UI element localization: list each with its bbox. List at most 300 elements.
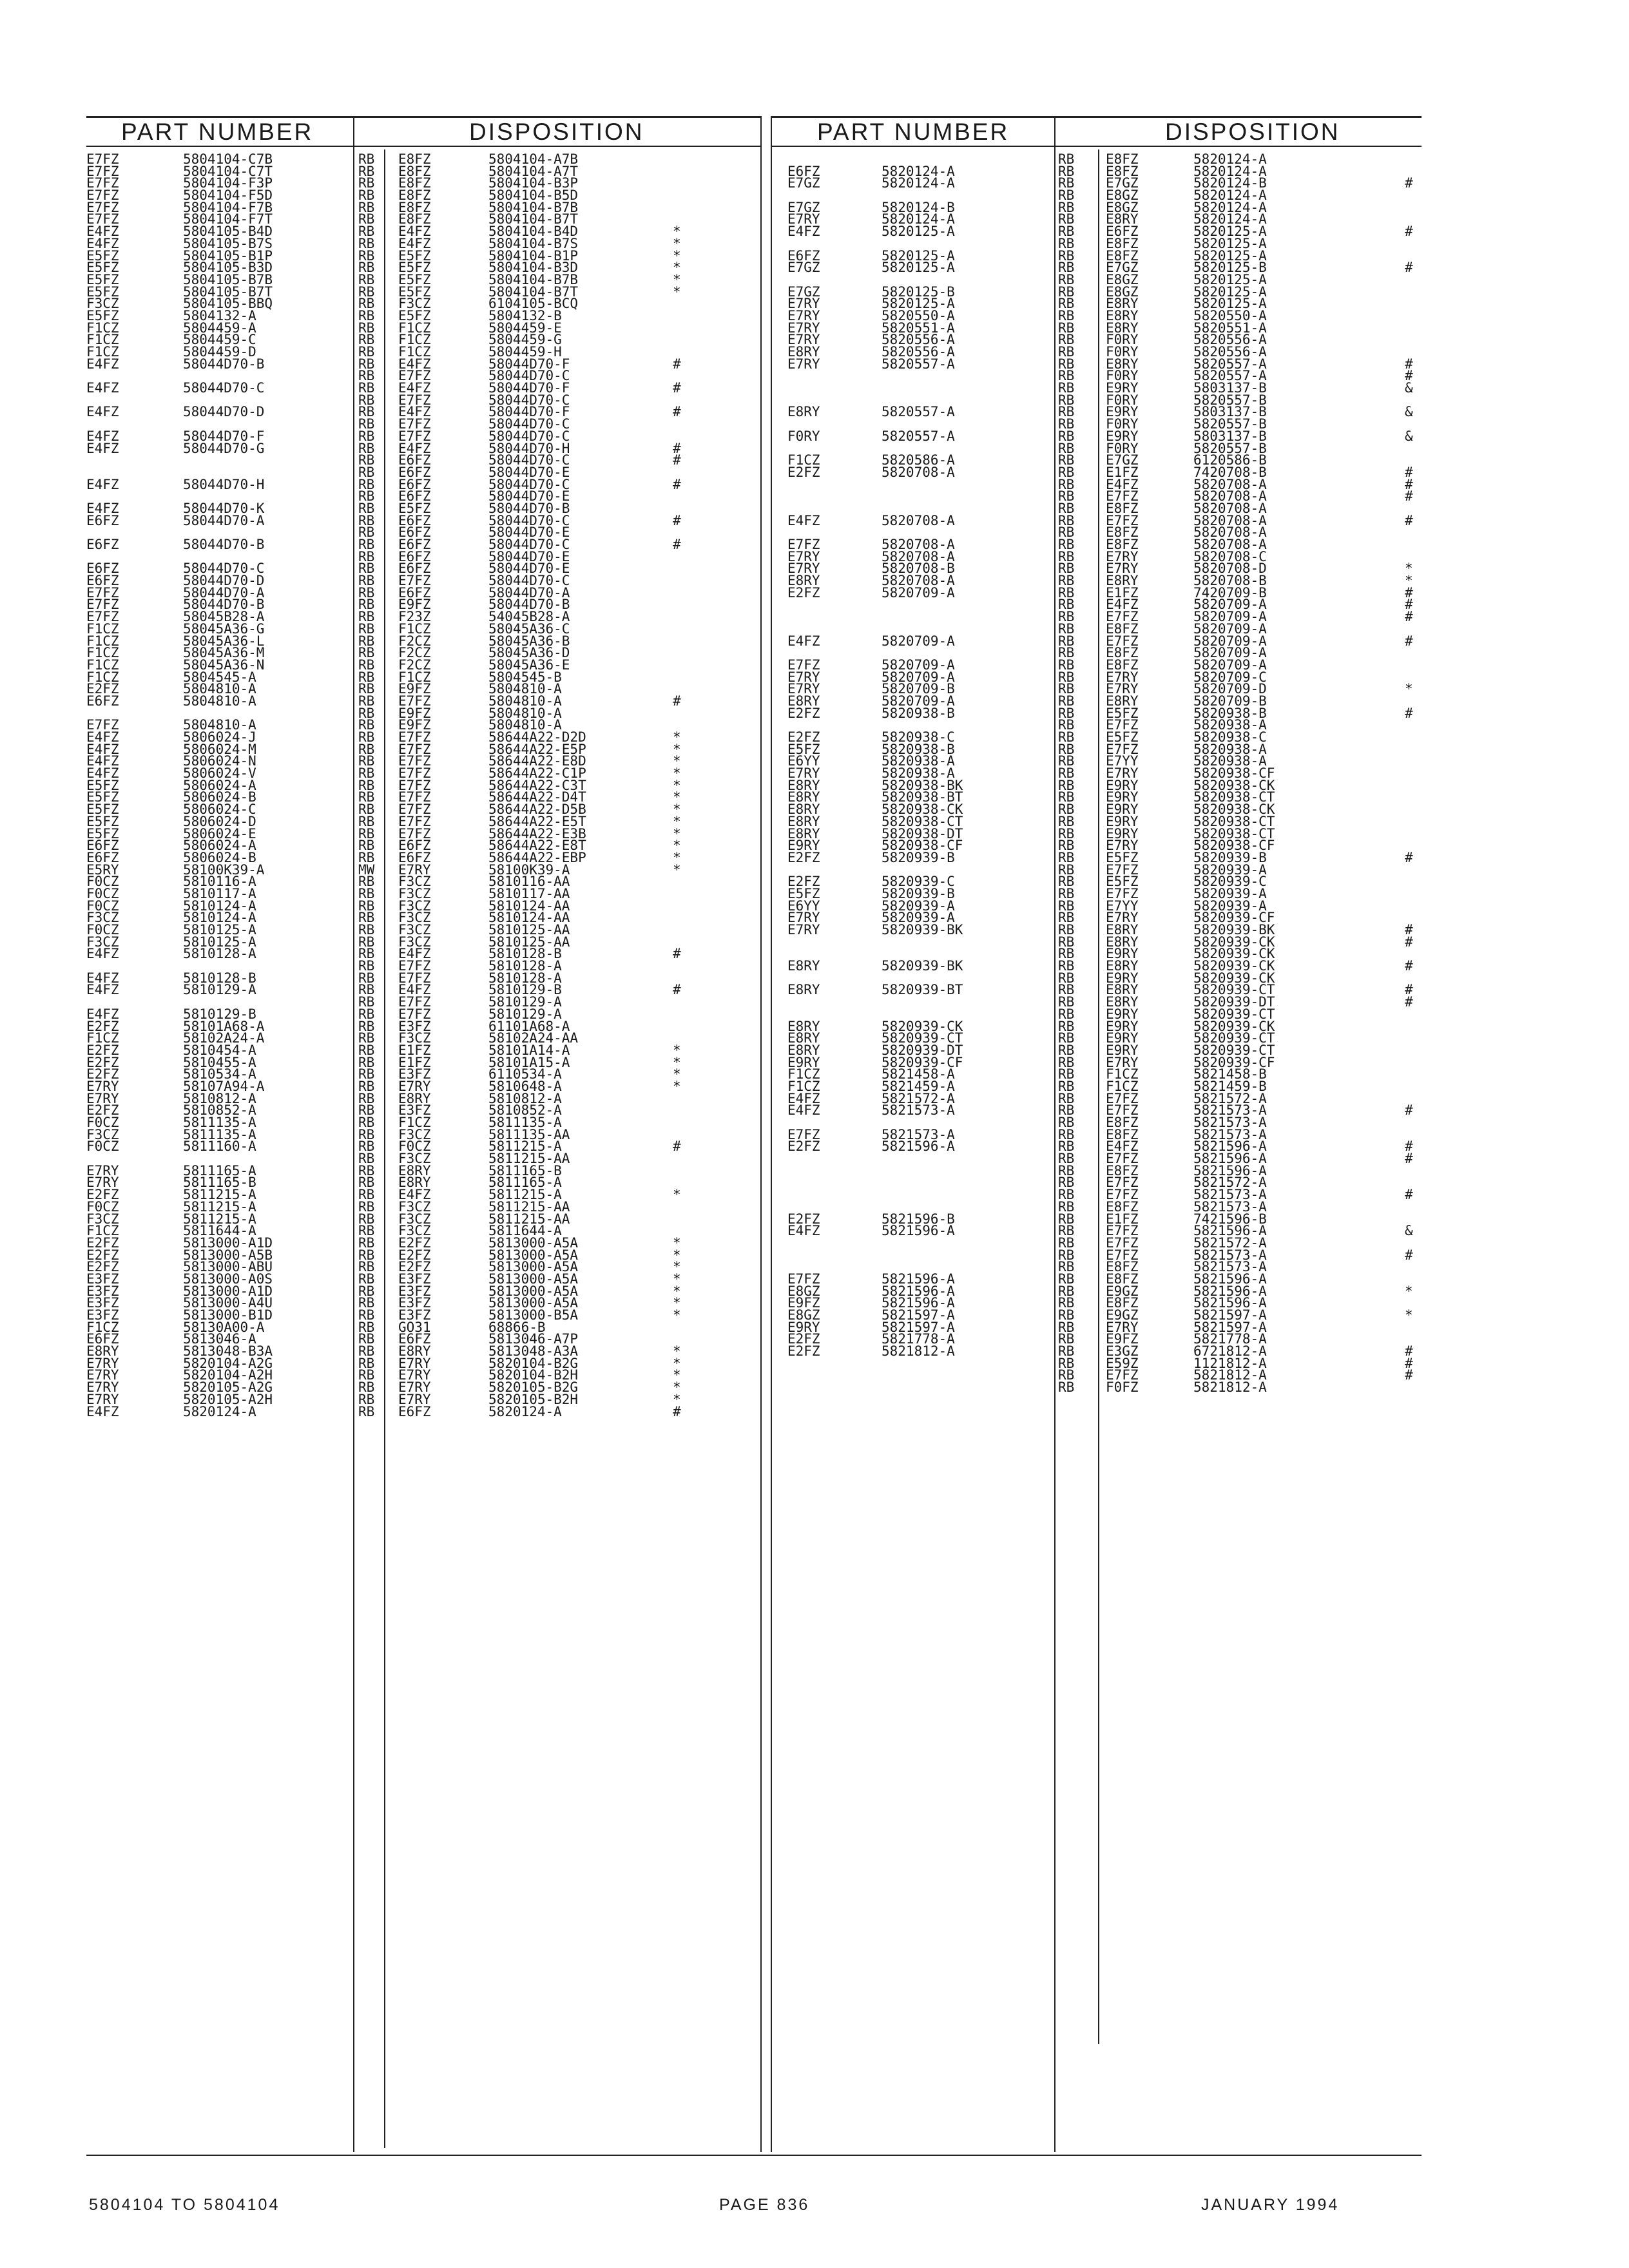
table-row — [772, 825, 1422, 841]
new-part-number: 5810852-A — [488, 1102, 562, 1119]
table-row — [772, 885, 1422, 901]
new-part-number: 5810124-AA — [488, 898, 570, 914]
disposition-code: RB — [1058, 307, 1075, 323]
new-part-number: 5820938-CK — [1193, 802, 1275, 818]
part-number: 58044D70-B — [183, 597, 265, 613]
model-code: E5FZ — [86, 825, 119, 841]
part-number: 5810125-A — [183, 934, 256, 950]
new-part-number: 5820708-C — [1193, 548, 1267, 564]
part-number: 5804104-F3P — [183, 175, 273, 191]
table-row — [772, 1355, 1422, 1371]
new-model-code: E6FZ — [398, 1403, 431, 1419]
note-mark: * — [673, 1391, 681, 1407]
table-row — [772, 177, 1422, 189]
new-part-number: 5811165-A — [488, 1175, 562, 1191]
new-part-number: 5820938-B — [1193, 705, 1267, 721]
note-mark: * — [673, 1355, 681, 1371]
part-number: 5810812-A — [183, 1090, 256, 1106]
part-number: 5806024-E — [183, 825, 256, 841]
new-model-code: E7FZ — [398, 802, 431, 818]
new-part-number: 5820124-A — [1193, 187, 1267, 204]
new-model-code: E7RY — [1106, 1319, 1139, 1335]
disposition-code: RB — [1058, 934, 1075, 950]
note-mark: * — [673, 247, 681, 264]
disposition-code: RB — [358, 1403, 375, 1419]
disposition-code: RB — [358, 151, 375, 167]
new-model-code: E8FZ — [1106, 500, 1139, 516]
note-mark: * — [673, 729, 681, 745]
new-model-code: E6FZ — [398, 548, 431, 564]
new-part-number: 58644A22-D4T — [488, 789, 586, 805]
new-model-code: E9RY — [1106, 813, 1139, 829]
new-model-code: F0RY — [1106, 416, 1139, 432]
part-number: 5820939-BK — [882, 922, 963, 937]
model-code: E8RY — [787, 1042, 820, 1058]
note-mark: # — [1405, 994, 1413, 1010]
part-number: 58045A36-G — [183, 620, 265, 637]
new-model-code: E5FZ — [1106, 874, 1139, 890]
part-number: 5821596-A — [882, 1223, 955, 1239]
new-part-number: 5820939-CK — [1193, 958, 1275, 974]
new-model-code: F3CZ — [398, 898, 431, 914]
new-part-number: 5820124-A — [1193, 211, 1267, 227]
model-code: E8RY — [787, 1018, 820, 1034]
new-part-number: 5820939-CK — [1193, 934, 1275, 950]
part-number: 5820709-A — [882, 633, 955, 649]
new-model-code: F0RY — [1106, 440, 1139, 456]
new-model-code: E7FZ — [398, 573, 431, 589]
model-code: E4FZ — [787, 633, 820, 649]
note-mark: # — [673, 452, 681, 468]
table-row — [772, 1225, 1422, 1237]
disposition-code: RB — [358, 1090, 375, 1106]
note-mark: # — [673, 404, 681, 420]
disposition-code: RB — [1058, 1066, 1075, 1082]
table-row — [772, 271, 1422, 287]
new-model-code: E2FZ — [398, 1235, 431, 1251]
model-code: E7GZ — [787, 260, 820, 276]
table-row — [772, 924, 1422, 936]
new-part-number: 58101A14-A — [488, 1042, 570, 1058]
part-number: 5821597-A — [882, 1319, 955, 1335]
disposition-code: RB — [1058, 548, 1075, 564]
table-row — [772, 382, 1422, 394]
new-model-code: E9FZ — [398, 681, 431, 697]
new-model-code: E8RY — [1106, 922, 1139, 937]
disposition-code: RB — [358, 741, 375, 757]
model-code: E2FZ — [787, 1211, 820, 1227]
new-model-code: E6FZ — [398, 476, 431, 492]
table-row — [772, 1068, 1422, 1081]
new-part-number: 5820939-B — [1193, 849, 1267, 865]
note-mark: * — [673, 813, 681, 829]
disposition-code: RB — [1058, 296, 1075, 312]
note-mark: * — [673, 1042, 681, 1058]
part-number: 5804810-A — [183, 681, 256, 697]
new-part-number: 5820938-A — [1193, 753, 1267, 769]
new-model-code: E7FZ — [398, 392, 431, 408]
disposition-code: RB — [358, 404, 375, 420]
disposition-code: RB — [1058, 1006, 1075, 1022]
new-part-number: 5821597-A — [1193, 1307, 1267, 1323]
part-number: 5820709-A — [882, 693, 955, 709]
table-row — [772, 791, 1422, 803]
part-number: 5811135-A — [183, 1126, 256, 1142]
new-model-code: F1CZ — [1106, 1066, 1139, 1082]
disposition-code: RB — [358, 1126, 375, 1142]
model-code: E7RY — [787, 765, 820, 782]
new-part-number: 5820939-CT — [1193, 1042, 1275, 1058]
new-model-code: E7FZ — [398, 416, 431, 432]
part-number: 5813048-B3A — [183, 1343, 273, 1360]
new-model-code: F0RY — [1106, 368, 1139, 384]
new-model-code: E9FZ — [398, 597, 431, 613]
new-part-number: 5810125-AA — [488, 922, 570, 937]
disposition-code: RB — [1058, 1247, 1075, 1263]
new-part-number: 5810129-A — [488, 1006, 562, 1022]
part-number: 5810125-A — [183, 922, 256, 937]
table-row — [772, 1213, 1422, 1225]
part-number: 5820125-A — [882, 296, 955, 312]
part-number: 5806024-D — [183, 813, 256, 829]
disposition-code: RB — [358, 813, 375, 829]
table-row — [772, 1162, 1422, 1178]
model-code: F3CZ — [86, 1211, 119, 1227]
disposition-code: RB — [1058, 392, 1075, 408]
disposition-code: RB — [1058, 994, 1075, 1010]
note-mark: * — [1405, 1307, 1413, 1323]
model-code: E9RY — [787, 838, 820, 854]
note-mark: * — [673, 825, 681, 841]
new-part-number: 5820938-CT — [1193, 813, 1275, 829]
disposition-code: RB — [358, 1319, 375, 1335]
new-part-number: 61101A68-A — [488, 1018, 570, 1034]
table-row — [772, 286, 1422, 298]
part-number: 5821596-A — [882, 1271, 955, 1287]
new-model-code: E2FZ — [398, 1247, 431, 1263]
part-number: 5820708-A — [882, 512, 955, 528]
part-number: 5821596-A — [882, 1295, 955, 1311]
table-row — [772, 755, 1422, 767]
model-code: F1CZ — [86, 669, 119, 685]
new-part-number: 5811215-A — [488, 1139, 562, 1155]
part-number: 58044D70-F — [183, 428, 265, 444]
new-model-code: E4FZ — [398, 982, 431, 998]
new-model-code: E8FZ — [1106, 620, 1139, 637]
new-model-code: E8FZ — [1106, 163, 1139, 179]
note-mark: # — [1405, 1355, 1413, 1371]
new-part-number: 1121812-A — [1193, 1355, 1267, 1371]
new-model-code: F2CZ — [398, 645, 431, 661]
disposition-code: RB — [1058, 1211, 1075, 1227]
model-code: E4FZ — [86, 356, 119, 372]
new-part-number: 5804104-B7B — [488, 199, 579, 215]
note-mark: * — [673, 1259, 681, 1275]
disposition-code: RB — [1058, 681, 1075, 697]
new-model-code: E3FZ — [398, 1283, 431, 1299]
part-number: 5820709-A — [882, 584, 955, 601]
new-model-code: F0RY — [1106, 392, 1139, 408]
new-part-number: 58644A22-E5T — [488, 813, 586, 829]
disposition-code: RB — [358, 934, 375, 950]
part-number: 5820939-BT — [882, 982, 963, 998]
part-number: 5821597-A — [882, 1307, 955, 1323]
new-part-number: 5820105-B2G — [488, 1379, 579, 1396]
disposition-code: RB — [1058, 332, 1075, 348]
model-code: E8RY — [787, 404, 820, 420]
table-row — [772, 1345, 1422, 1358]
disposition-code: RB — [358, 874, 375, 890]
disposition-code: RB — [358, 1175, 375, 1191]
table-row — [772, 430, 1422, 443]
disposition-code: RB — [358, 849, 375, 865]
new-model-code: E6FZ — [398, 561, 431, 577]
part-number: 5821458-A — [882, 1066, 955, 1082]
part-number: 5811135-A — [183, 1115, 256, 1130]
new-part-number: 6104105-BCQ — [488, 296, 579, 312]
model-code: E2FZ — [86, 1054, 119, 1070]
part-number: 5820938-A — [882, 753, 955, 769]
top-rule — [771, 116, 1422, 118]
footer-page: PAGE 836 — [719, 2196, 810, 2214]
table-row — [772, 1008, 1422, 1021]
new-part-number: 5811215-AA — [488, 1211, 570, 1227]
disposition-code: RB — [358, 609, 375, 625]
model-code: E7RY — [787, 332, 820, 348]
disposition-code: RB — [1058, 151, 1075, 167]
new-model-code: E8FZ — [1106, 1295, 1139, 1311]
model-code: E7RY — [787, 356, 820, 372]
new-model-code: E8GZ — [1106, 187, 1139, 204]
new-model-code: E4FZ — [398, 235, 431, 251]
new-model-code: F1CZ — [398, 1115, 431, 1130]
new-model-code: F1CZ — [398, 669, 431, 685]
new-part-number: 5810117-AA — [488, 885, 570, 901]
new-part-number: 58044D70-F — [488, 356, 570, 372]
new-part-number: 5820124-B — [1193, 175, 1267, 191]
new-model-code: E4FZ — [398, 1187, 431, 1203]
disposition-code: RB — [358, 693, 375, 709]
new-model-code: E7RY — [398, 1367, 431, 1383]
new-model-code: E5FZ — [1106, 705, 1139, 721]
model-code: E4FZ — [86, 500, 119, 516]
model-code: E7RY — [86, 1078, 119, 1094]
disposition-code: RB — [358, 332, 375, 348]
new-part-number: 5820125-A — [1193, 296, 1267, 312]
new-model-code: E7FZ — [1106, 861, 1139, 878]
model-code: E6FZ — [86, 561, 119, 577]
disposition-code: RB — [358, 1066, 375, 1082]
new-model-code: E3FZ — [398, 1271, 431, 1287]
note-mark: # — [1405, 512, 1413, 528]
new-part-number: 5820709-A — [1193, 633, 1267, 649]
new-part-number: 5804104-B5D — [488, 187, 579, 204]
disposition-code: RB — [358, 789, 375, 805]
part-number: 5820938-B — [882, 741, 955, 757]
new-part-number: 5820104-B2H — [488, 1367, 579, 1383]
model-code: E4FZ — [86, 1006, 119, 1022]
model-code: E5FZ — [787, 741, 820, 757]
disposition-code: RB — [1058, 235, 1075, 251]
new-model-code: F2CZ — [398, 633, 431, 649]
table-row — [772, 1044, 1422, 1057]
new-model-code: GO31 — [398, 1319, 431, 1335]
disposition-code: RB — [1058, 633, 1075, 649]
disposition-code: RB — [1058, 211, 1075, 227]
part-number: 5813000-A1D — [183, 1235, 273, 1251]
disposition-code: RB — [1058, 1090, 1075, 1106]
header-rule — [86, 146, 760, 147]
disposition-code: RB — [1058, 1175, 1075, 1191]
model-code: E4FZ — [86, 970, 119, 986]
new-part-number: 5820709-D — [1193, 681, 1267, 697]
note-mark: * — [673, 849, 681, 865]
note-mark: & — [1405, 428, 1413, 444]
part-number: 5820939-C — [882, 874, 955, 890]
new-part-number: 5821573-A — [1193, 1187, 1267, 1203]
model-code: E7FZ — [787, 1271, 820, 1287]
model-code: E9RY — [787, 1319, 820, 1335]
new-part-number: 5820708-D — [1193, 561, 1267, 577]
disposition-code: RB — [358, 199, 375, 215]
new-part-number: 58044D70-C — [488, 512, 570, 528]
part-number: 5804105-B7B — [183, 271, 273, 287]
new-part-number: 5821597-A — [1193, 1319, 1267, 1335]
new-model-code: E3FZ — [398, 1018, 431, 1034]
model-code: E7RY — [787, 681, 820, 697]
note-mark: * — [673, 271, 681, 287]
table-row — [772, 647, 1422, 659]
part-number: 58045A36-L — [183, 633, 265, 649]
part-number: 5813000-A4U — [183, 1295, 273, 1311]
disposition-code: RB — [1058, 1126, 1075, 1142]
new-part-number: 5821596-A — [1193, 1271, 1267, 1287]
model-code: F0CZ — [86, 922, 119, 937]
new-part-number: 5810125-AA — [488, 934, 570, 950]
new-model-code: E6FZ — [398, 452, 431, 468]
table-row — [772, 1237, 1422, 1249]
model-code: E7RY — [86, 1090, 119, 1106]
table-row — [772, 1309, 1422, 1321]
disposition-code: RB — [1058, 620, 1075, 637]
table-row — [772, 876, 1422, 888]
disposition-code: RB — [358, 838, 375, 854]
model-code: E5FZ — [86, 307, 119, 323]
new-model-code: E8FZ — [1106, 524, 1139, 541]
new-model-code: E8FZ — [398, 163, 431, 179]
model-code: E6FZ — [86, 573, 119, 589]
disposition-code: RB — [358, 584, 375, 601]
model-code: E5FZ — [86, 284, 119, 300]
new-part-number: 5804104-B4D — [488, 224, 579, 240]
model-code: E2FZ — [86, 1235, 119, 1251]
new-model-code: E3FZ — [398, 1295, 431, 1311]
note-mark: # — [1405, 705, 1413, 721]
disposition-code: RB — [1058, 717, 1075, 733]
model-code: E4FZ — [787, 1090, 820, 1106]
disposition-code: RB — [1058, 175, 1075, 191]
model-code: E5FZ — [86, 777, 119, 793]
new-model-code: E8GZ — [1106, 199, 1139, 215]
note-mark: * — [1405, 681, 1413, 697]
new-part-number: 5804104-B7T — [488, 211, 579, 227]
new-model-code: E7FZ — [398, 428, 431, 444]
table-row — [772, 213, 1422, 226]
disposition-code: RB — [358, 500, 375, 516]
new-part-number: 58644A22-E3B — [488, 825, 586, 841]
disposition-code: RB — [358, 1391, 375, 1407]
note-mark: # — [1405, 609, 1413, 625]
table-row — [772, 659, 1422, 671]
part-number: 5820938-CF — [882, 838, 963, 854]
new-part-number: 7421596-B — [1193, 1211, 1267, 1227]
table-row — [772, 1054, 1422, 1070]
note-mark: # — [673, 476, 681, 492]
new-model-code: E8FZ — [398, 211, 431, 227]
table-row — [772, 1297, 1422, 1309]
model-code: E7RY — [787, 296, 820, 312]
note-mark: # — [673, 440, 681, 456]
new-model-code: E8RY — [398, 1343, 431, 1360]
model-code: E7RY — [787, 669, 820, 685]
note-mark: # — [1405, 356, 1413, 372]
disposition-code: RB — [358, 187, 375, 204]
disposition-code: RB — [1058, 1018, 1075, 1034]
new-model-code: E5FZ — [398, 247, 431, 264]
disposition-code: RB — [1058, 1319, 1075, 1335]
new-model-code: E4FZ — [1106, 597, 1139, 613]
new-part-number: 5821572-A — [1193, 1175, 1267, 1191]
part-number: 5813000-A1D — [183, 1283, 273, 1299]
disposition-code: RB — [1058, 777, 1075, 793]
model-code: E7FZ — [86, 163, 119, 179]
part-number: 5806024-M — [183, 741, 256, 757]
part-number: 58101A68-A — [183, 1018, 265, 1034]
new-part-number: 5811135-AA — [488, 1126, 570, 1142]
note-mark: * — [673, 1367, 681, 1383]
disposition-code: RB — [1058, 705, 1075, 721]
part-number: 5806024-B — [183, 849, 256, 865]
table-row — [772, 719, 1422, 731]
table-row — [772, 611, 1422, 623]
part-number: 5806024-N — [183, 753, 256, 769]
model-code: F0CZ — [86, 1198, 119, 1215]
new-part-number: 5821572-A — [1193, 1090, 1267, 1106]
table-row — [772, 767, 1422, 780]
new-part-number: 5820125-A — [1193, 284, 1267, 300]
note-mark: * — [1405, 561, 1413, 577]
new-part-number: 5820938-A — [1193, 741, 1267, 757]
part-number: 5811215-A — [183, 1198, 256, 1215]
new-model-code: E7FZ — [398, 1006, 431, 1022]
disposition-code: RB — [1058, 1271, 1075, 1287]
model-code: E5FZ — [86, 260, 119, 276]
new-part-number: 5820556-A — [1193, 344, 1267, 360]
disposition-code: RB — [1058, 910, 1075, 926]
new-model-code: F1CZ — [398, 320, 431, 336]
disposition-code: RB — [1058, 1307, 1075, 1323]
note-mark: # — [1405, 1102, 1413, 1119]
new-model-code: F3CZ — [398, 1030, 431, 1046]
note-mark: * — [673, 1283, 681, 1299]
table-row — [772, 635, 1422, 648]
new-model-code: E8FZ — [1106, 537, 1139, 552]
model-code: E7FZ — [787, 657, 820, 673]
model-code: E5FZ — [86, 813, 119, 829]
table-row — [772, 394, 1422, 407]
note-mark: # — [1405, 368, 1413, 384]
disposition-code: RB — [358, 1030, 375, 1046]
